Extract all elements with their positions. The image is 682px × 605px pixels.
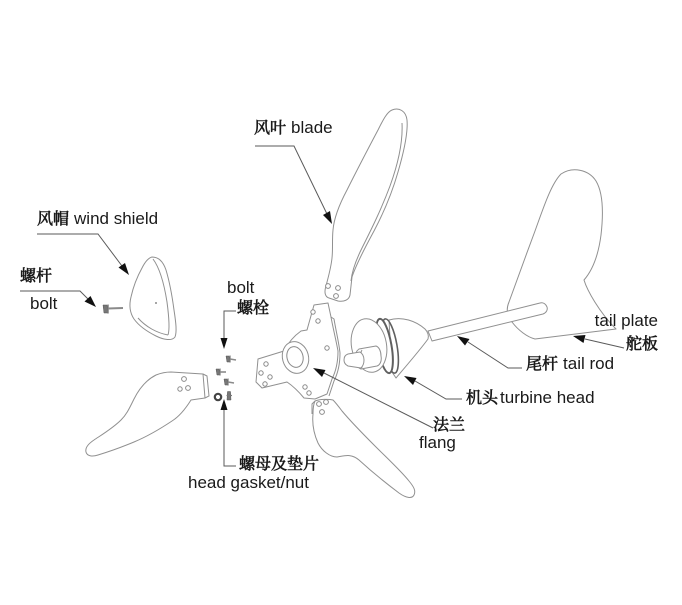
turbine-head-shape — [344, 316, 428, 378]
label-flange-en: flang — [419, 433, 456, 452]
leader-tail-rod — [468, 342, 522, 368]
leader-nut — [224, 409, 236, 466]
nut-washer-shapes — [215, 392, 232, 401]
arrow-blade — [323, 211, 332, 224]
label-wind-shield-en: wind shield — [74, 209, 159, 228]
label-wind-shield — [37, 210, 158, 229]
label-tail-plate-zh: 舵板 — [625, 336, 658, 353]
wind-shield-shape — [130, 257, 176, 340]
blade-top-shape — [325, 109, 407, 301]
leader-blade — [255, 146, 327, 214]
label-bolt-small-zh: 螺栓 — [237, 300, 270, 317]
bolt-2 — [216, 369, 226, 376]
shaft-step-small — [344, 352, 364, 368]
label-wind-shield-zh: 风帽 — [37, 211, 70, 228]
leader-tail-plate — [585, 339, 624, 348]
bolt-3 — [224, 379, 234, 386]
label-bolt-small-en: bolt — [227, 278, 255, 297]
label-blade-zh: 风叶 — [254, 120, 287, 137]
arrow-turbine-head — [404, 376, 417, 385]
label-blade — [254, 119, 333, 138]
leader-turbine-head — [415, 381, 462, 399]
label-turbine-head-zh: 机头 — [466, 390, 499, 407]
blade-left-shape — [86, 372, 209, 456]
label-bolt-rod-zh: 螺杆 — [20, 268, 53, 285]
arrow-bolt-small — [221, 338, 228, 349]
label-turbine-head-en: turbine head — [500, 388, 595, 407]
washer — [215, 394, 221, 400]
label-tail-rod — [526, 355, 614, 374]
arrow-tail-rod — [457, 336, 470, 346]
label-bolt-rod-en: bolt — [30, 294, 58, 313]
label-tail-rod-en: tail rod — [563, 354, 615, 373]
arrow-tail-plate — [573, 335, 586, 343]
bolt-small-shapes — [216, 356, 236, 386]
label-nut-en: head gasket/nut — [188, 473, 309, 492]
label-nut-zh: 螺母及垫片 — [239, 456, 320, 473]
leader-wind-shield — [37, 234, 122, 266]
arrow-nut — [221, 399, 228, 410]
arrow-wind-shield — [119, 263, 130, 275]
label-blade-en: blade — [291, 118, 333, 137]
bolt-1 — [226, 356, 236, 363]
leader-bolt-small — [224, 311, 236, 339]
blade-bottom-shape — [312, 399, 415, 497]
label-tail-rod-zh: 尾杆 — [526, 356, 559, 373]
label-flange-zh: 法兰 — [433, 417, 466, 434]
label-tail-plate-en: tail plate — [594, 311, 658, 330]
label-turbine-head — [466, 389, 595, 408]
bolt-rod-shape — [103, 305, 123, 314]
